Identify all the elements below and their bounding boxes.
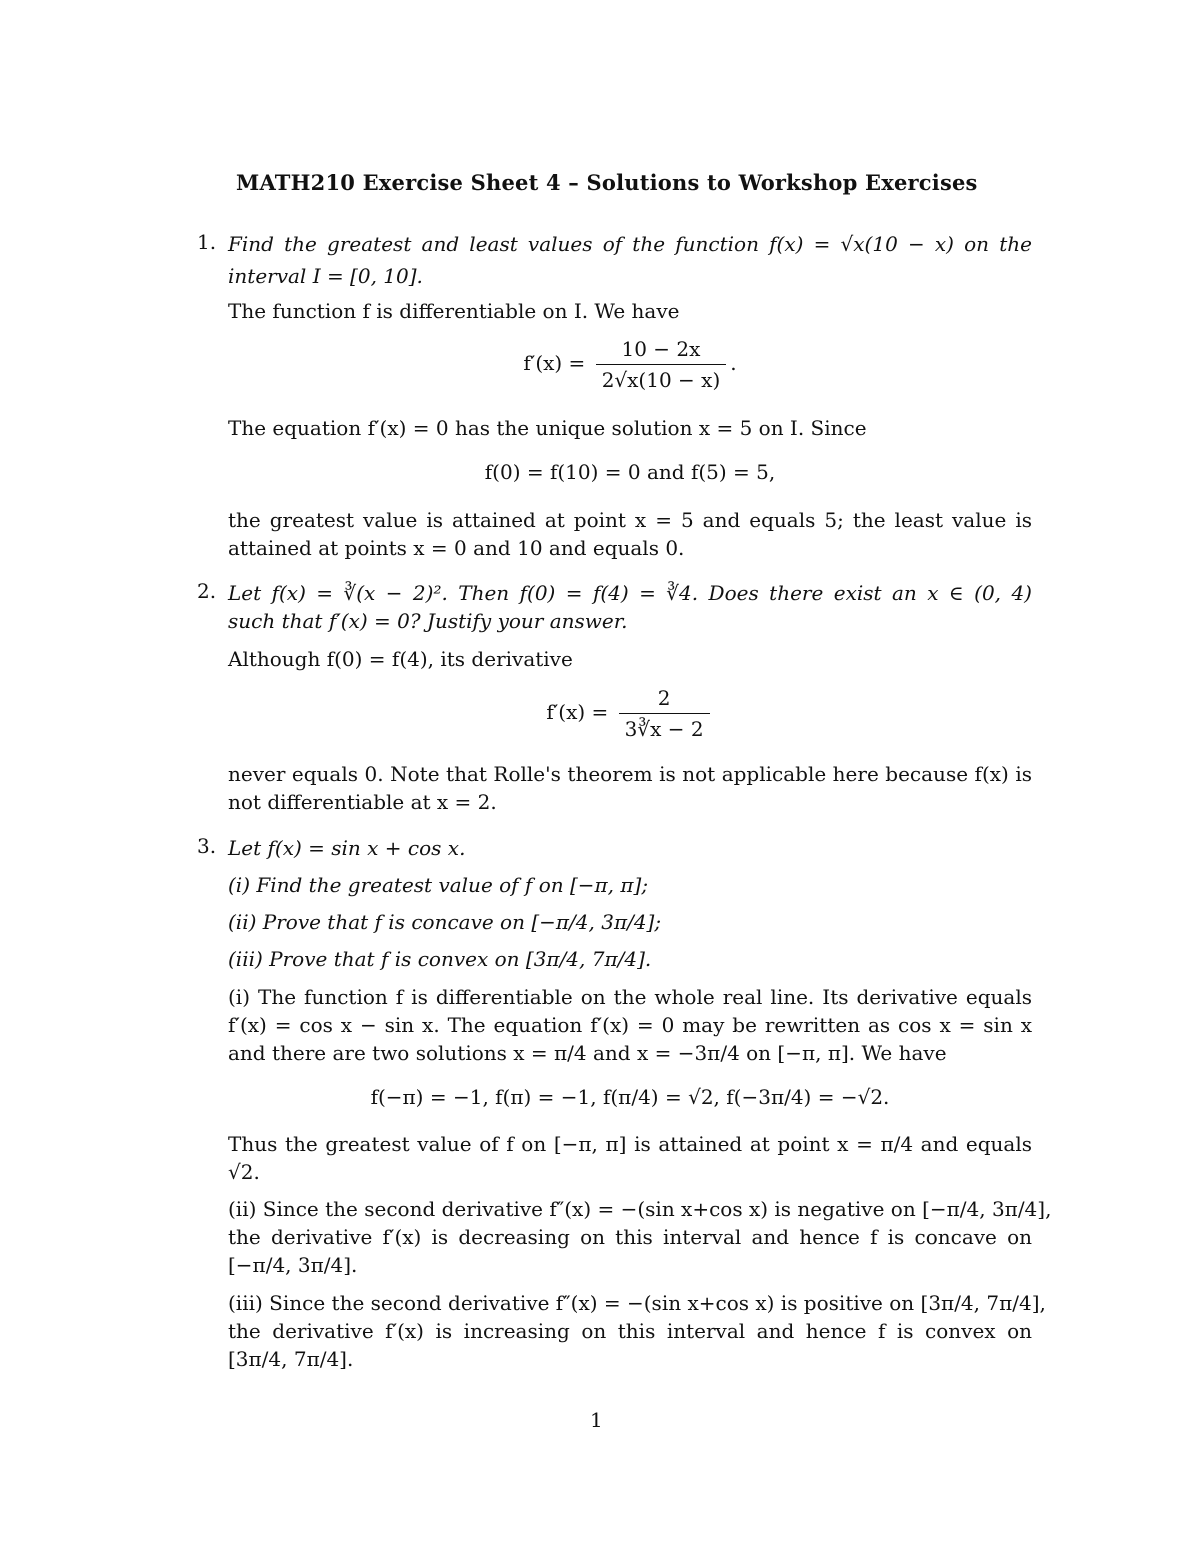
problem-1-answer-line-2: The equation f′(x) = 0 has the unique solution x = 5 on I. Since: [228, 416, 867, 440]
problem-1-answer-line-3: the greatest value is attained at point x = 5 and equals 5; the least value is: [228, 508, 1032, 532]
problem-3-answer-ii-line-3: [−π/4, 3π/4].: [228, 1253, 358, 1277]
problem-1-answer-line-1: The function f is differentiable on I. We have: [228, 299, 680, 323]
problem-3-answer-ii-line-1: (ii) Since the second derivative f″(x) = −(sin x+cos x) is negative on [−π/4, 3π/4],: [228, 1197, 1052, 1221]
problem-2-number: 2.: [197, 579, 217, 603]
problem-2-answer-line-1: Although f(0) = f(4), its derivative: [228, 647, 573, 671]
equation-lhs: f′(x) =: [546, 700, 609, 724]
fraction-denominator: 3∛x − 2: [619, 713, 710, 741]
problem-2-equation-1: [228, 686, 1032, 741]
problem-3-answer-i-line-5: √2.: [228, 1160, 260, 1184]
problem-3-answer-ii-line-2: the derivative f′(x) is decreasing on this interval and hence f is concave on: [228, 1225, 1032, 1249]
problem-3-answer-i-line-2: f′(x) = cos x − sin x. The equation f′(x) = 0 may be rewritten as cos x = sin x: [228, 1013, 1032, 1037]
problem-3-answer-i-line-1: (i) The function f is differentiable on the whole real line. Its derivative equals: [228, 985, 1032, 1009]
problem-2-question-line-1: Let f(x) = ∛(x − 2)². Then f(0) = f(4) = ∛4. Does there exist an x ∈ (0, 4): [228, 581, 1032, 605]
problem-1-question-line-2: interval I = [0, 10].: [228, 264, 423, 288]
problem-3-answer-iii-line-3: [3π/4, 7π/4].: [228, 1347, 354, 1371]
fraction-numerator: 2: [657, 686, 671, 710]
page-number: 1: [590, 1408, 603, 1432]
problem-3-answer-i-line-4: Thus the greatest value of f on [−π, π] is attained at point x = π/4 and equals: [228, 1132, 1032, 1156]
fraction: [596, 337, 727, 392]
problem-2-answer-line-2: never equals 0. Note that Rolle's theorem is not applicable here because f(x) is: [228, 762, 1032, 786]
problem-1-number: 1.: [197, 230, 217, 254]
problem-2-answer-line-3: not differentiable at x = 2.: [228, 790, 497, 814]
fraction-denominator: 2√x(10 − x): [596, 364, 727, 392]
problem-1-answer-line-4: attained at points x = 0 and 10 and equals 0.: [228, 536, 685, 560]
problem-3-equation-values: f(−π) = −1, f(π) = −1, f(π/4) = √2, f(−3π/4) = −√2.: [370, 1085, 890, 1109]
problem-3-answer-iii-line-1: (iii) Since the second derivative f″(x) = −(sin x+cos x) is positive on [3π/4, 7π/4],: [228, 1291, 1046, 1315]
problem-3-question-line-1: Let f(x) = sin x + cos x.: [228, 836, 466, 860]
equation-end: .: [730, 351, 737, 375]
fraction: [619, 686, 710, 741]
problem-3-answer-iii-line-2: the derivative f′(x) is increasing on this interval and hence f is convex on: [228, 1319, 1032, 1343]
problem-2-question-line-2: such that f′(x) = 0? Justify your answer.: [228, 609, 628, 633]
problem-3-question-i: (i) Find the greatest value of f on [−π, π];: [228, 873, 649, 897]
problem-3-question-ii: (ii) Prove that f is concave on [−π/4, 3π/4];: [228, 910, 662, 934]
problem-3-answer-i-line-3: and there are two solutions x = π/4 and x = −3π/4 on [−π, π]. We have: [228, 1041, 947, 1065]
problem-1-equation-1: [228, 337, 1032, 392]
equation-lhs: f′(x) =: [523, 351, 586, 375]
problem-1-question-line-1: Find the greatest and least values of the function f(x) = √x(10 − x) on the: [228, 232, 1032, 256]
page-title: MATH210 Exercise Sheet 4 – Solutions to Workshop Exercises: [236, 170, 978, 195]
problem-1-equation-2: f(0) = f(10) = 0 and f(5) = 5,: [484, 460, 776, 484]
problem-3-question-iii: (iii) Prove that f is convex on [3π/4, 7π/4].: [228, 947, 652, 971]
fraction-numerator: 10 − 2x: [621, 337, 701, 361]
problem-3-number: 3.: [197, 834, 217, 858]
